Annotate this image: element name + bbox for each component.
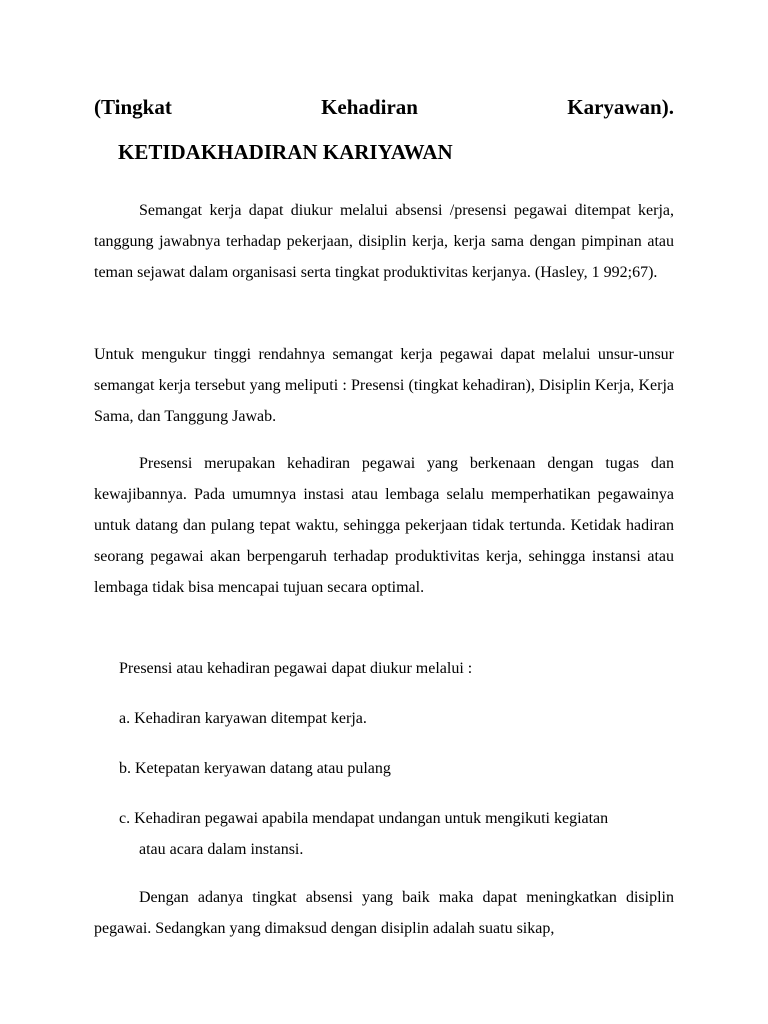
list-item-a: a. Kehadiran karyawan ditempat kerja.	[119, 710, 367, 727]
paragraph-mengukur: Untuk mengukur tinggi rendahnya semangat kerja pegawai dapat melalui unsur-unsur semangat kerja tersebut yang meliputi : Presensi (tingkat kehadiran), Disiplin Kerja, Kerja Sama, dan Tanggung Jawab.	[94, 346, 674, 425]
list-item-c-continuation: atau acara dalam instansi.	[139, 841, 304, 858]
paragraph-absensi: Dengan adanya tingkat absensi yang baik maka dapat meningkatkan disiplin pegawai. Sedangkan yang dimaksud dengan disiplin adalah suatu sikap,	[94, 889, 674, 937]
list-item-c: c. Kehadiran pegawai apabila mendapat undangan untuk mengikuti kegiatan	[119, 810, 609, 827]
section-title: KETIDAKHADIRAN KARIYAWAN	[118, 140, 453, 164]
list-item-b: b. Ketepatan keryawan datang atau pulang	[119, 760, 391, 777]
paragraph-semangat-kerja: Semangat kerja dapat diukur melalui absensi /presensi pegawai ditempat kerja, tanggung jawabnya terhadap pekerjaan, disiplin kerja, kerja sama dengan pimpinan atau teman sejawat dalam organisasi serta tingkat produktivitas kerjanya. (Hasley, 1 992;67).	[94, 202, 674, 281]
heading-word-1: (Tingkat	[94, 95, 172, 119]
heading-line	[94, 93, 674, 121]
heading-word-3: Karyawan).	[567, 95, 674, 119]
paragraph-presensi: Presensi merupakan kehadiran pegawai yang berkenaan dengan tugas dan kewajibannya. Pada umumnya instasi atau lembaga selalu memperhatikan pegawainya untuk datang dan pulang tepat waktu, sehingga pekerjaan tidak tertunda. Ketidak hadiran seorang pegawai akan berpengaruh terhadap produktivitas kerja, sehingga instansi atau lembaga tidak bisa mencapai tujuan secara optimal.	[94, 455, 674, 596]
heading-word-2: Kehadiran	[321, 95, 418, 119]
paragraph-list-intro: Presensi atau kehadiran pegawai dapat diukur melalui :	[119, 660, 473, 677]
